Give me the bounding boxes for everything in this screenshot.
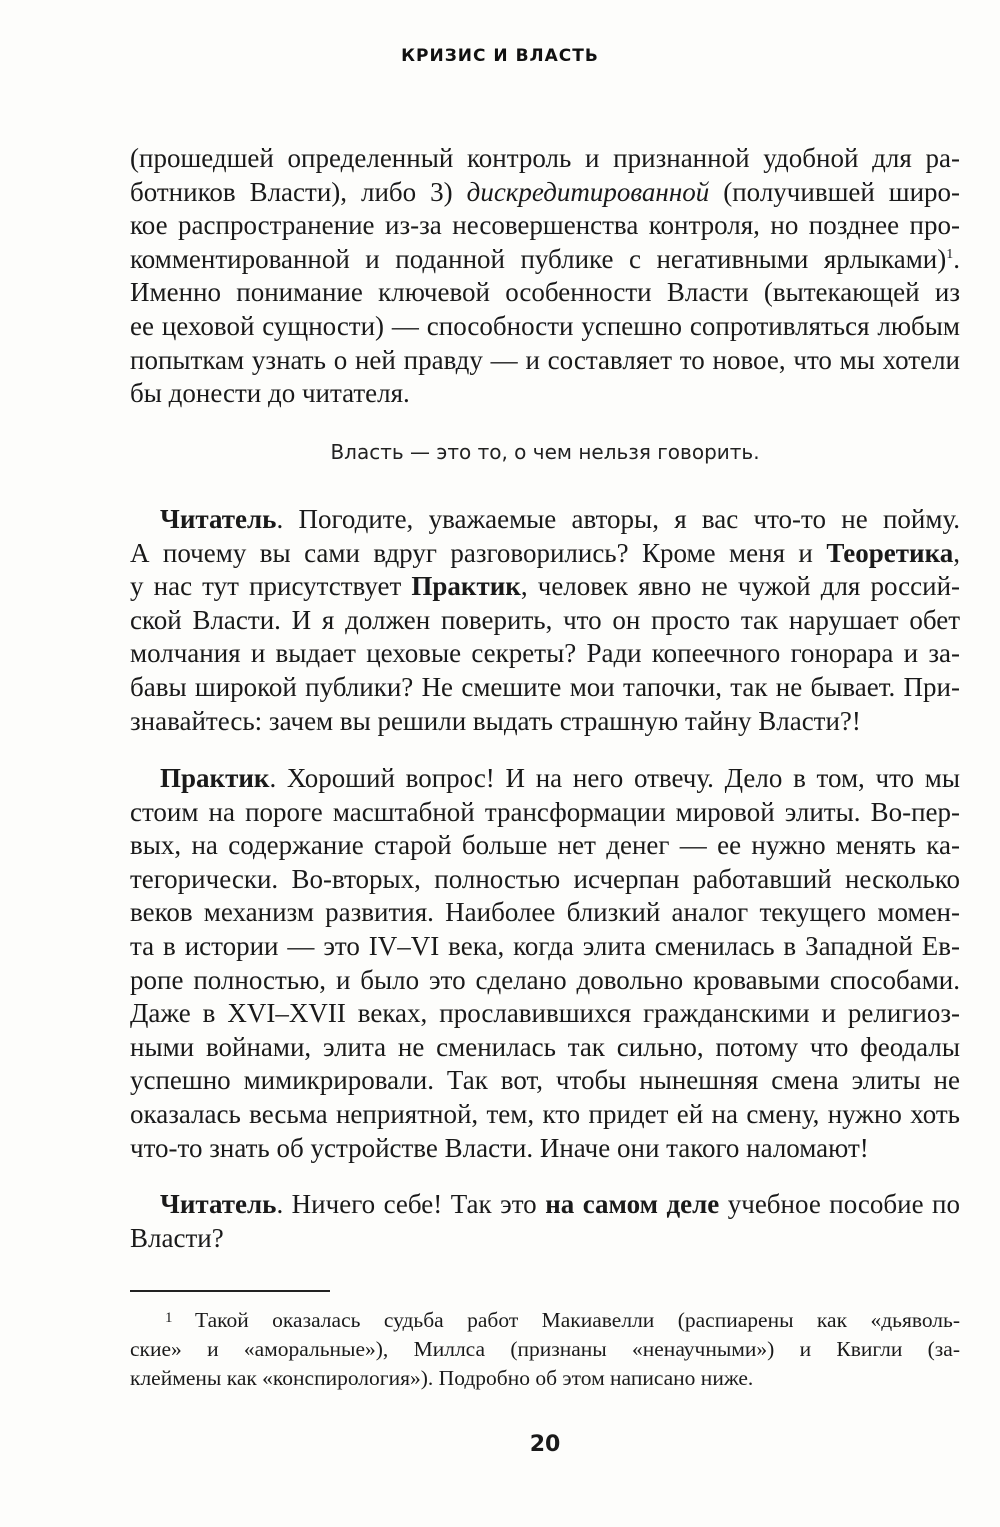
footnote-number: 1 xyxy=(165,1310,173,1326)
speaker-label: Практик xyxy=(160,763,270,793)
text-line: Читатель. Ничего себе! Так это на самом деле учебное пособие по xyxy=(160,1189,961,1219)
bold-name: Практик xyxy=(411,571,521,602)
paragraph-1 xyxy=(130,142,960,411)
paragraph-4 xyxy=(130,1188,960,1255)
text-line: Именно понимание ключевой особенности Власти (вытекающей из xyxy=(130,277,960,308)
italic-term: дискредитированной xyxy=(466,176,710,207)
text-line: комментированной и поданной публике с негативными ярлыками)$^1$. xyxy=(130,243,960,274)
text-line: кое распространение из-за несовершенства контроля, но позднее про- xyxy=(130,210,960,241)
footnote-line: клеймены как «конспирология»). Подробно об этом написано ниже. xyxy=(130,1366,754,1390)
bold-phrase: на самом деле xyxy=(545,1189,720,1219)
text-line: тегорически. Во-вторых, полностью исчерпан работавший несколько xyxy=(130,863,960,894)
text-line: бы донести до читателя. xyxy=(130,378,410,409)
text-line: оказалась весьма неприятной, тем, кто придет ей на смену, нужно хоть xyxy=(130,1098,960,1129)
speaker-label: Читатель xyxy=(160,1189,277,1219)
text-line: успешно мимикрировали. Так вот, чтобы нынешняя смена элиты не xyxy=(130,1065,960,1096)
text-line: Власти? xyxy=(130,1222,224,1253)
text-line: (прошедшей определенный контроль и признанной удобной для ра- xyxy=(130,143,960,173)
text-line: бавы широкой публики? Не смешите мои тапочки, так не бывает. При- xyxy=(130,671,960,702)
text-line: ботников Власти), либо 3) дискредитированной (получившей широ- xyxy=(130,176,961,207)
footnote-line: ские» и «аморальные»), Миллса (признаны «ненаучными») и Квигли (за- xyxy=(130,1337,960,1361)
text-line: ными войнами, элита не сменилась так сильно, потому что феодалы xyxy=(130,1031,960,1062)
footnote-line: 1 Такой оказалась судьба работ Макиавелли (распиарены как «дьяволь- xyxy=(130,1304,960,1335)
text-line: Читатель. Погодите, уважаемые авторы, я вас что-то не пойму. xyxy=(160,504,960,534)
running-header: КРИЗИС И ВЛАСТЬ xyxy=(401,46,599,66)
text-line: веков механизм развития. Наиболее близкий аналог текущего момен- xyxy=(130,897,960,928)
pull-quote: Власть — это то, о чем нельзя говорить. xyxy=(330,440,760,464)
footnote xyxy=(130,1304,960,1393)
text-line: ропе полностью, и было это сделано довольно кровавыми способами. xyxy=(130,964,960,995)
bold-name: Теоретика xyxy=(826,537,954,568)
text-line: что-то знать об устройстве Власти. Иначе они такого наломают! xyxy=(130,1132,869,1163)
text-line: молчания и выдает цеховые секреты? Ради копеечного гонорара и за- xyxy=(130,638,960,669)
text-line: у нас тут присутствует Практик, человек явно не чужой для россий- xyxy=(130,571,961,602)
text-line: та в истории — это IV–VI века, когда элита сменилась в Западной Ев- xyxy=(130,930,960,961)
text-line: ее цеховой сущности) — способности успешно сопротивляться любым xyxy=(130,310,960,341)
text-line: ской Власти. И я должен поверить, что он просто так нарушает обет xyxy=(130,604,960,635)
paragraph-2 xyxy=(130,503,960,738)
footnote-marker: 1 xyxy=(946,246,954,262)
text-line: попыткам узнать о ней правду — и составляет то новое, что мы хотели xyxy=(130,344,960,375)
speaker-label: Читатель xyxy=(160,504,277,534)
text-line: знавайтесь: зачем вы решили выдать страшную тайну Власти?! xyxy=(130,705,861,736)
text-line: Практик. Хороший вопрос! И на него отвечу. Дело в том, что мы xyxy=(160,763,960,793)
text-line: Даже в XVI–XVII веках, прославившихся гражданскими и религиоз- xyxy=(130,998,960,1029)
text-line: вых, на содержание старой больше нет денег — ее нужно менять ка- xyxy=(130,830,960,861)
text-line: стоим на пороге масштабной трансформации мировой элиты. Во-пер- xyxy=(130,796,960,827)
text-line: А почему вы сами вдруг разговорились? Кроме меня и Теоретика, xyxy=(130,537,960,568)
page-number: 20 xyxy=(529,1432,561,1457)
footnote-divider xyxy=(130,1290,330,1292)
paragraph-3 xyxy=(130,762,960,1165)
